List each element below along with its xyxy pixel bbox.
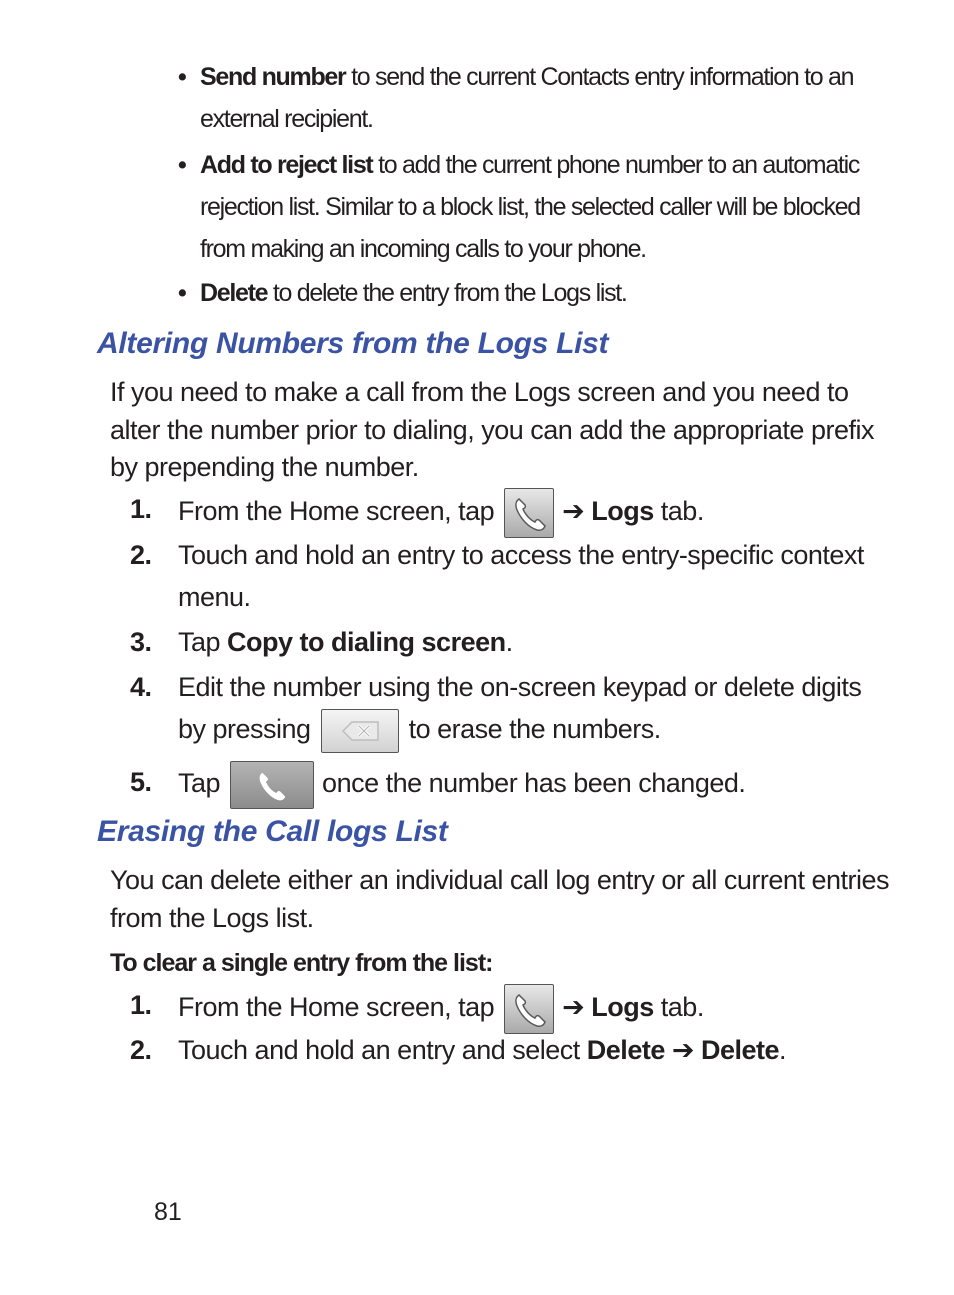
step-text: Tap: [178, 768, 221, 799]
step-text: Tap: [178, 627, 228, 657]
step-text: to erase the numbers.: [408, 714, 661, 744]
bullet-dot: •: [178, 63, 186, 91]
phone-app-icon: [504, 488, 554, 538]
step-number: 2.: [130, 540, 152, 570]
section-heading-altering-numbers: Altering Numbers from the Logs List: [97, 327, 609, 360]
step-number: 4.: [130, 672, 152, 702]
step-number: 5.: [130, 767, 152, 797]
step-1: [130, 488, 890, 538]
section-intro: If you need to make a call from the Logs screen and you need to alter the number prior to dialing, you can add the appropriate prefix by prepending the number.: [110, 377, 874, 482]
step-bold: Logs: [591, 496, 654, 527]
section-heading-erasing-call-logs: Erasing the Call logs List: [97, 815, 448, 848]
step-text: .: [505, 627, 513, 657]
step-bold: Copy to dialing screen: [227, 627, 506, 657]
step-number: 2.: [130, 1035, 152, 1065]
step-text: Touch and hold an entry to access the entry-specific context menu.: [178, 540, 864, 612]
step-number: 1.: [130, 494, 152, 524]
step-4: [130, 666, 890, 753]
bullet-text: to send the current Contacts entry information to an external recipient.: [200, 63, 854, 133]
arrow-glyph: ➔: [671, 1035, 694, 1065]
bullet-bold: Add to reject list: [200, 151, 373, 179]
bullet-text: to delete the entry from the Logs list.: [267, 279, 627, 307]
step-5: [130, 761, 890, 809]
subheading: To clear a single entry from the list:: [110, 949, 493, 977]
page-number: 81: [154, 1198, 182, 1226]
bullet-bold: Delete: [200, 279, 268, 307]
step-bold: Delete: [701, 1035, 780, 1065]
step-2: [130, 534, 890, 618]
bullet-text: to add the current phone number to an automatic rejection list. Similar to a block list, the selected caller will be blocked from making an incoming calls to your phone.: [200, 151, 860, 263]
bullet-dot: •: [178, 151, 186, 179]
step-3: [130, 621, 890, 663]
step-text: Edit the number using the on-screen keypad or delete digits by pressing: [178, 672, 862, 744]
backspace-icon: [321, 709, 399, 753]
step-text: .: [779, 1035, 787, 1065]
step-text: tab.: [653, 992, 704, 1023]
step-bold: Logs: [591, 992, 654, 1023]
bullet-bold: Send number: [200, 63, 346, 91]
arrow-glyph: ➔: [562, 496, 585, 527]
bullet-send-number: [178, 56, 878, 140]
step-1: [130, 984, 890, 1034]
step-text: tab.: [653, 496, 704, 527]
step-text: Touch and hold an entry and select: [178, 1035, 587, 1065]
call-button-icon: [230, 761, 314, 809]
step-2: [130, 1029, 890, 1071]
step-number: 3.: [130, 627, 152, 657]
phone-app-icon: [504, 984, 554, 1034]
bullet-add-to-reject-list: [178, 144, 878, 270]
arrow-glyph: ➔: [562, 992, 585, 1023]
step-number: 1.: [130, 990, 152, 1020]
step-text: From the Home screen, tap: [178, 496, 495, 527]
step-bold: Delete: [586, 1035, 665, 1065]
section-intro: You can delete either an individual call log entry or all current entries from the Logs list.: [110, 865, 889, 933]
bullet-delete: [178, 272, 878, 314]
bullet-dot: •: [178, 279, 186, 307]
step-text: once the number has been changed.: [322, 768, 746, 799]
step-text: From the Home screen, tap: [178, 992, 495, 1023]
